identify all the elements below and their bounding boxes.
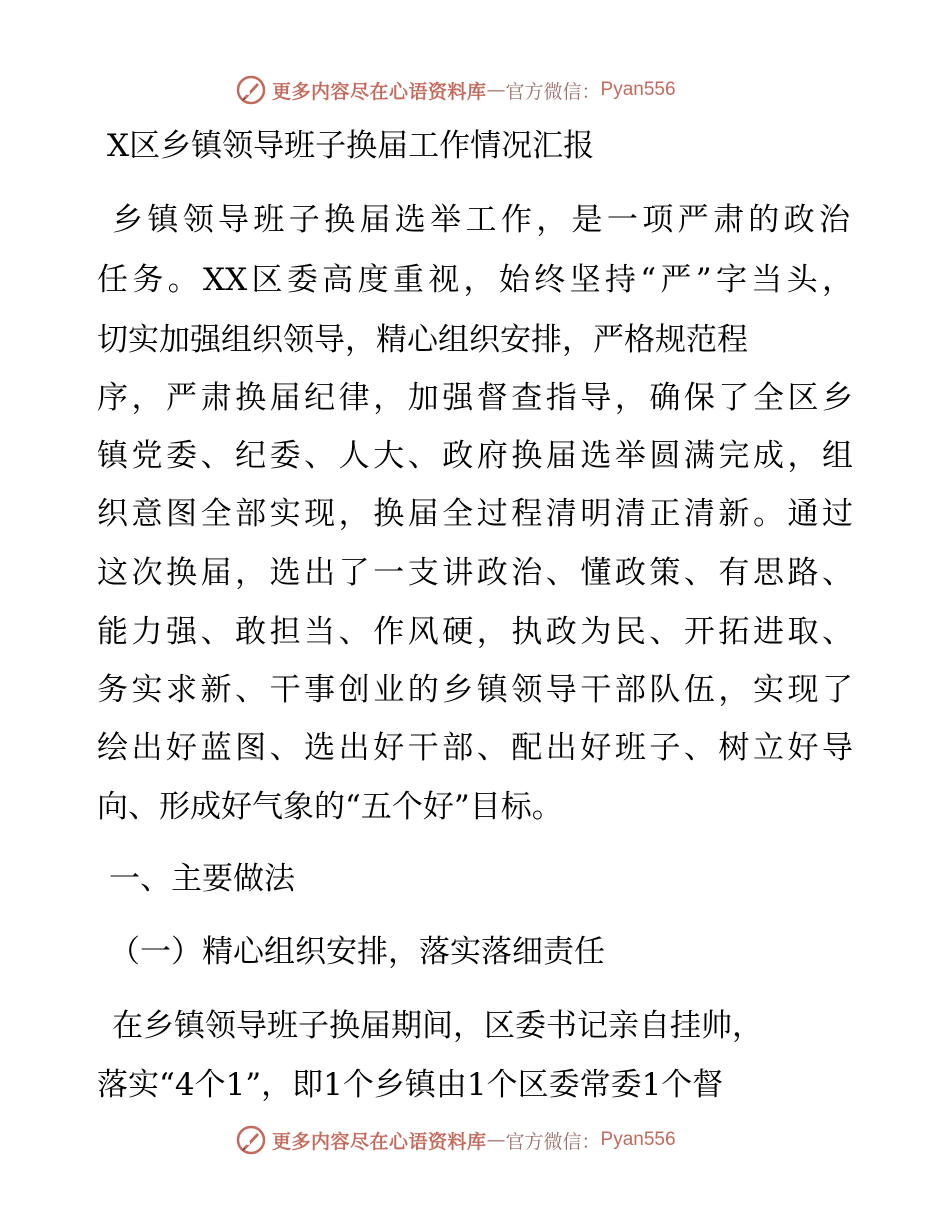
intro-line-3: 切实加强组织领导，精心组织安排，严格规范程 [97, 322, 748, 358]
intro-line-4: 序，严肃换届纪律，加强督查指导，确保了全区乡 [97, 380, 853, 416]
intro-line-6: 织意图全部实现，换届全过程清明清正清新。通过 [97, 496, 853, 532]
intro-line-1: 乡镇领导班子换届选举工作，是一项严肃的政治 [112, 202, 850, 238]
watermark-label: 官方微信： [505, 1130, 601, 1153]
watermark-footer [236, 1122, 676, 1158]
intro-line-2: 任务。XX区委高度重视，始终坚持“严”字当头， [97, 262, 853, 298]
document-title: X区乡镇领导班子换届工作情况汇报 [107, 128, 595, 164]
quill-logo-icon [236, 1125, 266, 1155]
intro-line-10: 绘出好蓝图、选出好干部、配出好班子、树立好导 [97, 730, 853, 766]
quill-logo-icon [236, 75, 266, 105]
watermark-brand: 更多内容尽在心语资料库 [272, 80, 487, 103]
subsection-heading: （一）精心组织安排，落实落细责任 [109, 934, 605, 970]
intro-line-5: 镇党委、纪委、人大、政府换届选举圆满完成，组 [97, 438, 853, 474]
intro-line-9: 务实求新、干事创业的乡镇领导干部队伍，实现了 [97, 672, 853, 708]
body-line-1: 在乡镇领导班子换届期间，区委书记亲自挂帅， [112, 1008, 763, 1044]
watermark-separator: — [486, 79, 506, 101]
section-heading: 一、主要做法 [109, 861, 295, 897]
watermark-account: Pyan556 [600, 1129, 676, 1150]
intro-line-7: 这次换届，选出了一支讲政治、懂政策、有思路、 [97, 555, 853, 591]
watermark-label: 官方微信： [505, 80, 601, 103]
watermark-account: Pyan556 [600, 79, 676, 100]
watermark-header [236, 72, 676, 108]
watermark-brand: 更多内容尽在心语资料库 [272, 1130, 487, 1153]
body-line-2: 落实“4个1”，即1个乡镇由1个区委常委1个督 [97, 1067, 724, 1103]
intro-line-8: 能力强、敢担当、作风硬，执政为民、开拓进取、 [97, 614, 853, 650]
intro-line-11: 向、形成好气象的“五个好”目标。 [97, 789, 563, 825]
watermark-separator: — [486, 1129, 506, 1151]
